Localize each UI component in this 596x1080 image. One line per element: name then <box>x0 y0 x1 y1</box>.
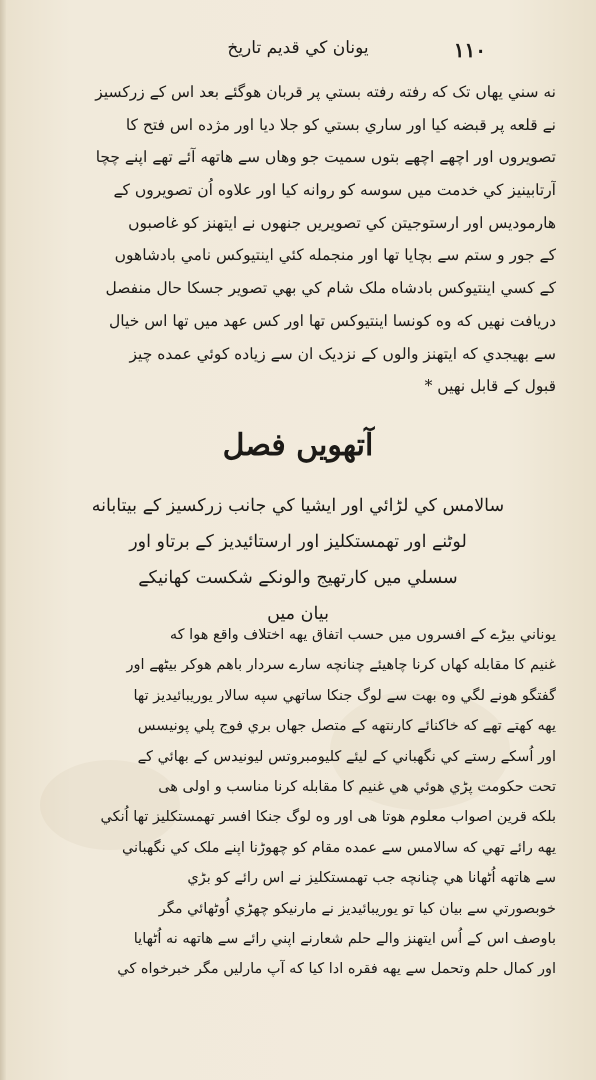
text-line: اور اُسکے رستے کي نگهباني کے لیئے کلیومبروتس لیونیدس کے بهائي کے <box>137 748 556 765</box>
page-header <box>40 38 556 74</box>
text-line: هارمودیس اور ارستوجیتن کي تصویریں جنهوں نے ایتهنز کو غاصبوں <box>128 213 556 232</box>
text-line: بلکه قرین اصواب معلوم هوتا هی اور وه لوگ جنکا افسر تهمستکلیز تها اُنکي <box>100 809 556 826</box>
running-title: یونان کي قدیم تاریخ <box>227 38 369 58</box>
text-line: خوبصورتي سے بیان کیا تو یوریبائیدیز نے مارنیکو چهڑي اُوٹهائي مگر <box>158 900 556 917</box>
text-line: یهه کهتے تهے که خاکنائے کارنتهه کے متصل جهاں بري فوج پلي پونیسس <box>137 718 556 735</box>
paragraph-1 <box>38 76 556 403</box>
text-line: تصویروں اور اچهے اچهے بتوں سمیت جو وهاں سے هاتهه آئے تهے اپنے چچا <box>95 148 556 167</box>
chapter-summary <box>40 488 556 632</box>
text-line: سے بهیجدي که ایتهنز والوں کے نزدیک ان سے زیاده کوئي عمده چیز <box>129 344 556 363</box>
text-line: نے قلعه پر قبضه کیا اور ساري بستي کو جلا دیا اور مژده اس فتح کا <box>125 115 556 134</box>
paragraph-2 <box>38 620 556 985</box>
text-line: نه سني یهاں تک که رفته رفته بستي پر قربان هوگئے بعد اس کے زرکسیز <box>95 83 556 101</box>
text-line: یوناني بیڑے کے افسروں میں حسب اتفاق یهه اختلاف واقع هوا که <box>169 627 556 643</box>
text-line: تحت حکومت پڑي هوئي هي غنیم کا مقابله کرنا مناسب و اولی هی <box>158 778 556 795</box>
text-line: آرتابینیز کي خدمت میں سوسه کو روانه کیا اور علاوه اُن تصویروں کے <box>113 181 556 200</box>
summary-line: سالامس کي لڑائي اور ایشیا کي جانب زرکسیز کے بیتابانه <box>91 496 505 516</box>
text-line: دریافت نهیں که وه کونسا اینتیوکس تها اور کس عهد میں تها اس خیال <box>109 311 556 330</box>
text-line: سے هاتهه اُٹهانا هي چنانچه جب تهمستکلیز نے اس رائے کو بڑي <box>187 870 556 887</box>
text-line: یهه رائے تهي که سالامس سے عمده مقام کو چهوڑنا اپنے ملک کي نگهباني <box>121 839 556 856</box>
text-line: اور کمال حلم وتحمل سے یهه فقره ادا کیا که آپ مارلیں مگر خبرخواه کي <box>117 961 556 978</box>
text-line: کے جور و ستم سے بچایا تها اور منجمله کئي اینتیوکس نامي بادشاهوں <box>114 246 556 265</box>
chapter-title: آتهویں فصل <box>222 428 374 463</box>
summary-line: بیان میں <box>267 604 329 624</box>
page-number: ۱۱۰ <box>453 38 486 62</box>
text-line: قبول کے قابل نهیں * <box>424 377 556 396</box>
text-line: غنیم کا مقابله کهاں کرنا چاهیئے چنانچه سارے سردار باهم هوکر بیٹهے اور <box>126 657 556 674</box>
summary-line: سسلي میں کارتهیج والونکے شکست کهانیکے <box>138 568 458 588</box>
summary-line: لوٹنے اور تهمستکلیز اور ارستائیدیز کے برتاو اور <box>129 532 467 552</box>
page-binding-edge <box>0 0 6 1080</box>
text-line: باوصف اس کے اُس ایتهنز والے حلم شعارنے اپني رائے سے هاتهه نه اُٹهایا <box>133 930 556 947</box>
text-line: گفتگو هونے لگي وه بهت سے لوگ جنکا ساتهي سپه سالار یوریبائیدیز تها <box>133 687 556 704</box>
text-line: کے کسي اینتیوکس بادشاه ملک شام کي بهي تصویر جسکا حال منفصل <box>105 279 556 298</box>
